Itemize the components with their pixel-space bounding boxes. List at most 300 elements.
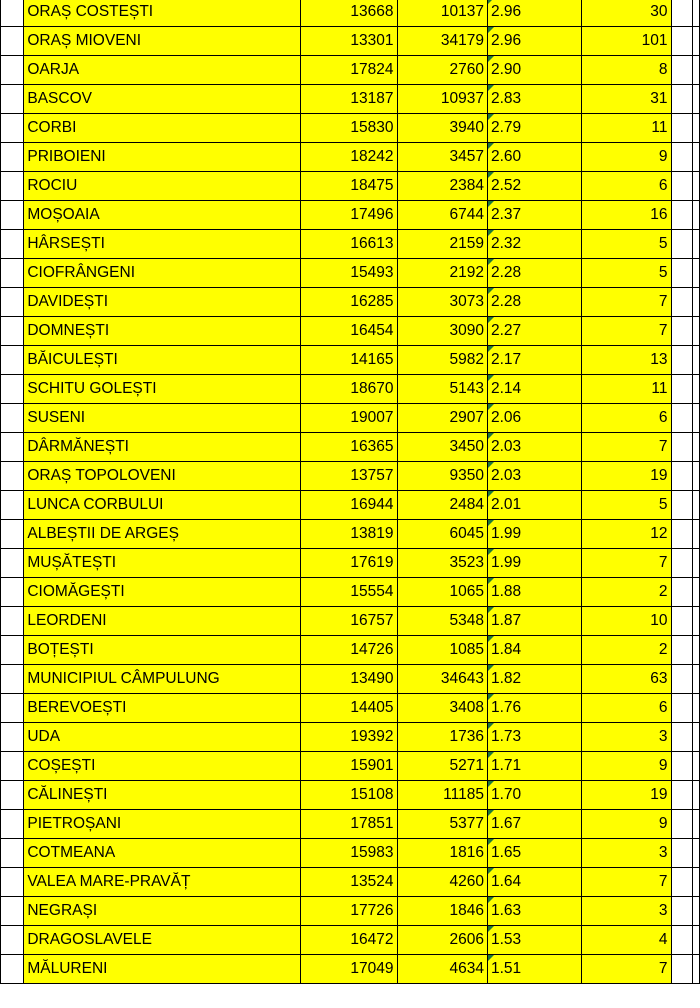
row-margin-cell[interactable] [1, 259, 24, 288]
commune-name-cell[interactable]: BĂICULEȘTI [24, 346, 301, 375]
commune-name-cell[interactable]: COȘEȘTI [24, 752, 301, 781]
population-cell[interactable]: 2606 [397, 926, 487, 955]
count-cell[interactable]: 11 [581, 375, 671, 404]
commune-name-cell[interactable]: ORAȘ TOPOLOVENI [24, 462, 301, 491]
code-cell[interactable]: 15983 [301, 839, 397, 868]
ratio-cell[interactable]: 1.99 [487, 549, 581, 578]
ratio-cell[interactable]: 1.51 [487, 955, 581, 984]
count-cell[interactable]: 7 [581, 433, 671, 462]
table-row [1, 404, 700, 433]
code-cell[interactable]: 14165 [301, 346, 397, 375]
count-cell[interactable]: 4 [581, 926, 671, 955]
empty-cell[interactable] [692, 317, 699, 346]
code-cell[interactable]: 16454 [301, 317, 397, 346]
row-margin-cell[interactable] [1, 868, 24, 897]
empty-cell[interactable] [671, 549, 692, 578]
code-cell[interactable]: 13301 [301, 27, 397, 56]
code-cell[interactable]: 13819 [301, 520, 397, 549]
count-cell[interactable]: 9 [581, 810, 671, 839]
row-margin-cell[interactable] [1, 346, 24, 375]
population-cell[interactable]: 3457 [397, 143, 487, 172]
ratio-cell[interactable]: 1.71 [487, 752, 581, 781]
commune-name-cell[interactable]: CIOMĂGEȘTI [24, 578, 301, 607]
empty-cell[interactable] [692, 549, 699, 578]
row-margin-cell[interactable] [1, 752, 24, 781]
table-row [1, 578, 700, 607]
code-cell[interactable]: 14405 [301, 694, 397, 723]
population-cell[interactable]: 5377 [397, 810, 487, 839]
row-margin-cell[interactable] [1, 607, 24, 636]
table-row [1, 810, 700, 839]
code-cell[interactable]: 19392 [301, 723, 397, 752]
population-cell[interactable]: 1816 [397, 839, 487, 868]
row-margin-cell[interactable] [1, 491, 24, 520]
table-row [1, 85, 700, 114]
count-cell[interactable]: 30 [581, 0, 671, 27]
commune-name-cell[interactable]: ALBEȘTII DE ARGEȘ [24, 520, 301, 549]
code-cell[interactable]: 15901 [301, 752, 397, 781]
empty-cell[interactable] [671, 665, 692, 694]
commune-name-cell[interactable]: MUNICIPIUL CÂMPULUNG [24, 665, 301, 694]
table-row [1, 723, 700, 752]
population-cell[interactable]: 3073 [397, 288, 487, 317]
ratio-cell[interactable]: 1.82 [487, 665, 581, 694]
row-margin-cell[interactable] [1, 781, 24, 810]
population-cell[interactable]: 2192 [397, 259, 487, 288]
empty-cell[interactable] [692, 781, 699, 810]
ratio-cell[interactable]: 2.14 [487, 375, 581, 404]
population-cell[interactable]: 34179 [397, 27, 487, 56]
population-cell[interactable]: 2760 [397, 56, 487, 85]
count-cell[interactable]: 19 [581, 781, 671, 810]
table-row [1, 288, 700, 317]
code-cell[interactable]: 17619 [301, 549, 397, 578]
table-row [1, 636, 700, 665]
row-margin-cell[interactable] [1, 288, 24, 317]
population-cell[interactable]: 6045 [397, 520, 487, 549]
row-margin-cell[interactable] [1, 723, 24, 752]
population-cell[interactable]: 1736 [397, 723, 487, 752]
table-row [1, 462, 700, 491]
empty-cell[interactable] [692, 578, 699, 607]
population-cell[interactable]: 1846 [397, 897, 487, 926]
commune-name-cell[interactable]: ORAȘ COSTEȘTI [24, 0, 301, 27]
row-margin-cell[interactable] [1, 114, 24, 143]
empty-cell[interactable] [692, 375, 699, 404]
commune-name-cell[interactable]: CORBI [24, 114, 301, 143]
ratio-cell[interactable]: 2.06 [487, 404, 581, 433]
empty-cell[interactable] [671, 230, 692, 259]
ratio-cell[interactable]: 2.27 [487, 317, 581, 346]
code-cell[interactable]: 16944 [301, 491, 397, 520]
empty-cell[interactable] [671, 317, 692, 346]
ratio-cell[interactable]: 2.96 [487, 0, 581, 27]
population-cell[interactable]: 4260 [397, 868, 487, 897]
code-cell[interactable]: 17726 [301, 897, 397, 926]
population-cell[interactable]: 3408 [397, 694, 487, 723]
ratio-cell[interactable]: 2.28 [487, 288, 581, 317]
ratio-cell[interactable]: 2.96 [487, 27, 581, 56]
empty-cell[interactable] [671, 375, 692, 404]
empty-cell[interactable] [671, 462, 692, 491]
population-cell[interactable]: 3523 [397, 549, 487, 578]
table-row [1, 433, 700, 462]
code-cell[interactable]: 17496 [301, 201, 397, 230]
population-cell[interactable]: 3450 [397, 433, 487, 462]
population-cell[interactable]: 5348 [397, 607, 487, 636]
empty-cell[interactable] [671, 288, 692, 317]
count-cell[interactable]: 7 [581, 955, 671, 984]
empty-cell[interactable] [692, 607, 699, 636]
count-cell[interactable]: 3 [581, 897, 671, 926]
ratio-cell[interactable]: 2.01 [487, 491, 581, 520]
count-cell[interactable]: 13 [581, 346, 671, 375]
count-cell[interactable]: 7 [581, 868, 671, 897]
commune-name-cell[interactable]: MOȘOAIA [24, 201, 301, 230]
empty-cell[interactable] [671, 0, 692, 27]
empty-cell[interactable] [692, 723, 699, 752]
population-cell[interactable]: 5271 [397, 752, 487, 781]
empty-cell[interactable] [671, 897, 692, 926]
count-cell[interactable]: 5 [581, 230, 671, 259]
code-cell[interactable]: 17049 [301, 955, 397, 984]
ratio-cell[interactable]: 1.73 [487, 723, 581, 752]
code-cell[interactable]: 18242 [301, 143, 397, 172]
empty-cell[interactable] [692, 694, 699, 723]
commune-name-cell[interactable]: COTMEANA [24, 839, 301, 868]
row-margin-cell[interactable] [1, 143, 24, 172]
count-cell[interactable]: 101 [581, 27, 671, 56]
empty-cell[interactable] [692, 85, 699, 114]
row-margin-cell[interactable] [1, 955, 24, 984]
count-cell[interactable]: 7 [581, 549, 671, 578]
commune-name-cell[interactable]: NEGRAȘI [24, 897, 301, 926]
row-margin-cell[interactable] [1, 27, 24, 56]
row-margin-cell[interactable] [1, 462, 24, 491]
count-cell[interactable]: 16 [581, 201, 671, 230]
code-cell[interactable]: 15493 [301, 259, 397, 288]
row-margin-cell[interactable] [1, 230, 24, 259]
row-margin-cell[interactable] [1, 56, 24, 85]
population-cell[interactable]: 10137 [397, 0, 487, 27]
count-cell[interactable]: 63 [581, 665, 671, 694]
empty-cell[interactable] [671, 201, 692, 230]
empty-cell[interactable] [692, 114, 699, 143]
commune-name-cell[interactable]: MUȘĂTEȘTI [24, 549, 301, 578]
ratio-cell[interactable]: 2.03 [487, 462, 581, 491]
row-margin-cell[interactable] [1, 375, 24, 404]
code-cell[interactable]: 16613 [301, 230, 397, 259]
empty-cell[interactable] [671, 607, 692, 636]
table-row [1, 346, 700, 375]
empty-cell[interactable] [692, 926, 699, 955]
count-cell[interactable]: 12 [581, 520, 671, 549]
commune-name-cell[interactable]: PIETROȘANI [24, 810, 301, 839]
row-margin-cell[interactable] [1, 549, 24, 578]
count-cell[interactable]: 2 [581, 636, 671, 665]
empty-cell[interactable] [671, 404, 692, 433]
commune-name-cell[interactable]: SCHITU GOLEȘTI [24, 375, 301, 404]
count-cell[interactable]: 19 [581, 462, 671, 491]
ratio-cell[interactable]: 1.76 [487, 694, 581, 723]
commune-name-cell[interactable]: OARJA [24, 56, 301, 85]
commune-name-cell[interactable]: UDA [24, 723, 301, 752]
ratio-cell[interactable]: 2.37 [487, 201, 581, 230]
table-row [1, 230, 700, 259]
code-cell[interactable]: 18475 [301, 172, 397, 201]
empty-cell[interactable] [671, 752, 692, 781]
code-cell[interactable]: 13187 [301, 85, 397, 114]
empty-cell[interactable] [692, 143, 699, 172]
table-row [1, 491, 700, 520]
empty-cell[interactable] [671, 955, 692, 984]
empty-cell[interactable] [692, 636, 699, 665]
row-margin-cell[interactable] [1, 665, 24, 694]
count-cell[interactable]: 8 [581, 56, 671, 85]
count-cell[interactable]: 10 [581, 607, 671, 636]
empty-cell[interactable] [671, 172, 692, 201]
ratio-cell[interactable]: 1.53 [487, 926, 581, 955]
table-row [1, 259, 700, 288]
code-cell[interactable]: 15108 [301, 781, 397, 810]
count-cell[interactable]: 5 [581, 259, 671, 288]
commune-name-cell[interactable]: BEREVOEȘTI [24, 694, 301, 723]
empty-cell[interactable] [692, 201, 699, 230]
ratio-cell[interactable]: 1.84 [487, 636, 581, 665]
code-cell[interactable]: 13668 [301, 0, 397, 27]
commune-name-cell[interactable]: ROCIU [24, 172, 301, 201]
table-row [1, 752, 700, 781]
commune-name-cell[interactable]: VALEA MARE-PRAVĂȚ [24, 868, 301, 897]
population-cell[interactable]: 1065 [397, 578, 487, 607]
code-cell[interactable]: 14726 [301, 636, 397, 665]
count-cell[interactable]: 5 [581, 491, 671, 520]
row-margin-cell[interactable] [1, 926, 24, 955]
empty-cell[interactable] [692, 810, 699, 839]
population-cell[interactable]: 5982 [397, 346, 487, 375]
ratio-cell[interactable]: 2.83 [487, 85, 581, 114]
row-margin-cell[interactable] [1, 172, 24, 201]
count-cell[interactable]: 31 [581, 85, 671, 114]
empty-cell[interactable] [671, 839, 692, 868]
commune-name-cell[interactable]: DRAGOSLAVELE [24, 926, 301, 955]
code-cell[interactable]: 16757 [301, 607, 397, 636]
empty-cell[interactable] [671, 723, 692, 752]
empty-cell[interactable] [671, 114, 692, 143]
empty-cell[interactable] [692, 172, 699, 201]
empty-cell[interactable] [692, 520, 699, 549]
code-cell[interactable]: 16365 [301, 433, 397, 462]
commune-name-cell[interactable]: LUNCA CORBULUI [24, 491, 301, 520]
empty-cell[interactable] [692, 897, 699, 926]
empty-cell[interactable] [671, 868, 692, 897]
empty-cell[interactable] [692, 752, 699, 781]
population-cell[interactable]: 2384 [397, 172, 487, 201]
ratio-cell[interactable]: 1.70 [487, 781, 581, 810]
empty-cell[interactable] [692, 230, 699, 259]
row-margin-cell[interactable] [1, 404, 24, 433]
empty-cell[interactable] [671, 781, 692, 810]
empty-cell[interactable] [671, 259, 692, 288]
count-cell[interactable]: 6 [581, 694, 671, 723]
table-row [1, 56, 700, 85]
ratio-cell[interactable]: 2.79 [487, 114, 581, 143]
population-cell[interactable]: 4634 [397, 955, 487, 984]
population-cell[interactable]: 6744 [397, 201, 487, 230]
count-cell[interactable]: 9 [581, 143, 671, 172]
code-cell[interactable]: 16472 [301, 926, 397, 955]
code-cell[interactable]: 16285 [301, 288, 397, 317]
commune-name-cell[interactable]: DAVIDEȘTI [24, 288, 301, 317]
table-row [1, 665, 700, 694]
count-cell[interactable]: 9 [581, 752, 671, 781]
row-margin-cell[interactable] [1, 201, 24, 230]
count-cell[interactable]: 7 [581, 317, 671, 346]
code-cell[interactable]: 17824 [301, 56, 397, 85]
commune-name-cell[interactable]: BASCOV [24, 85, 301, 114]
table-row [1, 955, 700, 984]
empty-cell[interactable] [692, 259, 699, 288]
row-margin-cell[interactable] [1, 810, 24, 839]
empty-cell[interactable] [671, 694, 692, 723]
table-row [1, 694, 700, 723]
table-row [1, 781, 700, 810]
count-cell[interactable]: 3 [581, 723, 671, 752]
count-cell[interactable]: 6 [581, 404, 671, 433]
population-cell[interactable]: 2159 [397, 230, 487, 259]
commune-name-cell[interactable]: DÂRMĂNEȘTI [24, 433, 301, 462]
population-cell[interactable]: 2484 [397, 491, 487, 520]
empty-cell[interactable] [692, 56, 699, 85]
row-margin-cell[interactable] [1, 694, 24, 723]
population-cell[interactable]: 1085 [397, 636, 487, 665]
code-cell[interactable]: 15554 [301, 578, 397, 607]
code-cell[interactable]: 18670 [301, 375, 397, 404]
empty-cell[interactable] [671, 636, 692, 665]
empty-cell[interactable] [671, 578, 692, 607]
empty-cell[interactable] [671, 143, 692, 172]
row-margin-cell[interactable] [1, 0, 24, 27]
empty-cell[interactable] [671, 433, 692, 462]
ratio-cell[interactable]: 1.99 [487, 520, 581, 549]
commune-name-cell[interactable]: SUSENI [24, 404, 301, 433]
empty-cell[interactable] [692, 665, 699, 694]
commune-name-cell[interactable]: BOȚEȘTI [24, 636, 301, 665]
commune-name-cell[interactable]: CĂLINEȘTI [24, 781, 301, 810]
commune-name-cell[interactable]: CIOFRÂNGENI [24, 259, 301, 288]
count-cell[interactable]: 11 [581, 114, 671, 143]
table-row [1, 520, 700, 549]
ratio-cell[interactable]: 2.32 [487, 230, 581, 259]
commune-name-cell[interactable]: MĂLURENI [24, 955, 301, 984]
ratio-cell[interactable]: 2.03 [487, 433, 581, 462]
row-margin-cell[interactable] [1, 433, 24, 462]
table-row [1, 27, 700, 56]
count-cell[interactable]: 3 [581, 839, 671, 868]
row-margin-cell[interactable] [1, 839, 24, 868]
code-cell[interactable]: 13490 [301, 665, 397, 694]
empty-cell[interactable] [671, 346, 692, 375]
code-cell[interactable]: 15830 [301, 114, 397, 143]
row-margin-cell[interactable] [1, 897, 24, 926]
row-margin-cell[interactable] [1, 317, 24, 346]
empty-cell[interactable] [692, 404, 699, 433]
row-margin-cell[interactable] [1, 578, 24, 607]
population-cell[interactable]: 11185 [397, 781, 487, 810]
commune-name-cell[interactable]: DOMNEȘTI [24, 317, 301, 346]
row-margin-cell[interactable] [1, 85, 24, 114]
table-row [1, 114, 700, 143]
empty-cell[interactable] [692, 491, 699, 520]
table-row [1, 897, 700, 926]
commune-name-cell[interactable]: LEORDENI [24, 607, 301, 636]
empty-cell[interactable] [671, 926, 692, 955]
code-cell[interactable]: 13757 [301, 462, 397, 491]
code-cell[interactable]: 19007 [301, 404, 397, 433]
population-cell[interactable]: 3090 [397, 317, 487, 346]
population-cell[interactable]: 10937 [397, 85, 487, 114]
empty-cell[interactable] [692, 839, 699, 868]
empty-cell[interactable] [671, 520, 692, 549]
empty-cell[interactable] [692, 27, 699, 56]
empty-cell[interactable] [692, 462, 699, 491]
table-row [1, 143, 700, 172]
empty-cell[interactable] [692, 0, 699, 27]
empty-cell[interactable] [692, 955, 699, 984]
empty-cell[interactable] [671, 27, 692, 56]
commune-name-cell[interactable]: PRIBOIENI [24, 143, 301, 172]
empty-cell[interactable] [692, 346, 699, 375]
ratio-cell[interactable]: 2.60 [487, 143, 581, 172]
empty-cell[interactable] [692, 288, 699, 317]
row-margin-cell[interactable] [1, 520, 24, 549]
code-cell[interactable]: 17851 [301, 810, 397, 839]
table-row [1, 926, 700, 955]
population-cell[interactable]: 2907 [397, 404, 487, 433]
count-cell[interactable]: 7 [581, 288, 671, 317]
table-row [1, 549, 700, 578]
empty-cell[interactable] [692, 868, 699, 897]
count-cell[interactable]: 6 [581, 172, 671, 201]
empty-cell[interactable] [671, 491, 692, 520]
population-cell[interactable]: 34643 [397, 665, 487, 694]
count-cell[interactable]: 2 [581, 578, 671, 607]
ratio-cell[interactable]: 2.52 [487, 172, 581, 201]
ratio-cell[interactable]: 2.90 [487, 56, 581, 85]
ratio-cell[interactable]: 1.63 [487, 897, 581, 926]
ratio-cell[interactable]: 1.67 [487, 810, 581, 839]
population-cell[interactable]: 5143 [397, 375, 487, 404]
row-margin-cell[interactable] [1, 636, 24, 665]
empty-cell[interactable] [671, 56, 692, 85]
empty-cell[interactable] [692, 433, 699, 462]
population-cell[interactable]: 3940 [397, 114, 487, 143]
table-row [1, 0, 700, 27]
ratio-cell[interactable]: 2.17 [487, 346, 581, 375]
ratio-cell[interactable]: 1.65 [487, 839, 581, 868]
empty-cell[interactable] [671, 810, 692, 839]
table-row [1, 172, 700, 201]
commune-name-cell[interactable]: ORAȘ MIOVENI [24, 27, 301, 56]
ratio-cell[interactable]: 2.28 [487, 259, 581, 288]
ratio-cell[interactable]: 1.88 [487, 578, 581, 607]
ratio-cell[interactable]: 1.87 [487, 607, 581, 636]
ratio-cell[interactable]: 1.64 [487, 868, 581, 897]
population-cell[interactable]: 9350 [397, 462, 487, 491]
commune-name-cell[interactable]: HÂRSEȘTI [24, 230, 301, 259]
empty-cell[interactable] [671, 85, 692, 114]
code-cell[interactable]: 13524 [301, 868, 397, 897]
